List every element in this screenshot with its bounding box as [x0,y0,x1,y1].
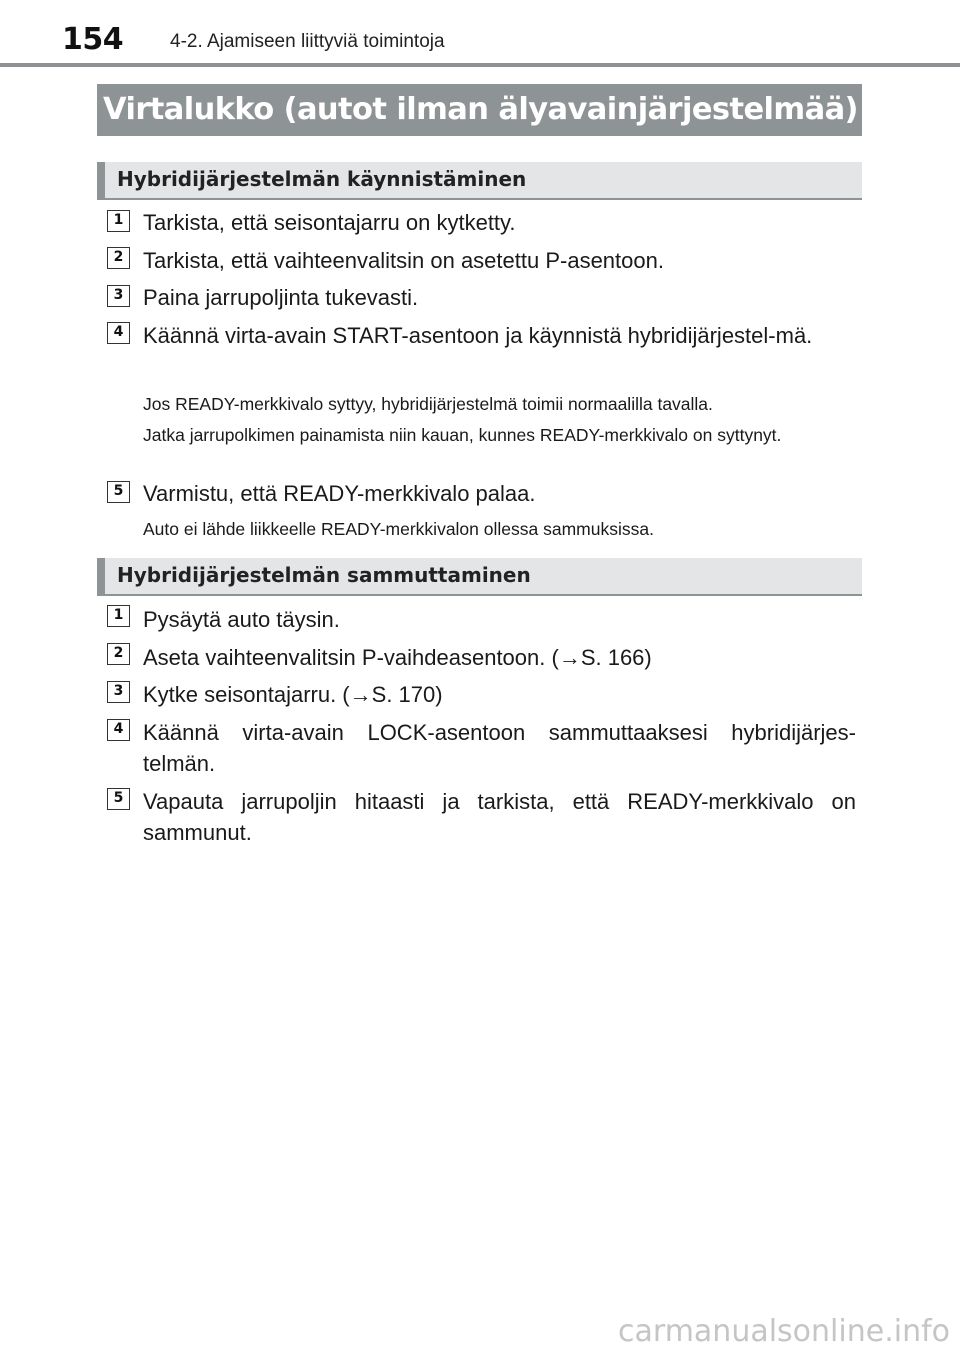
step-number-badge: 4 [107,322,130,344]
step-number-badge: 4 [107,719,130,741]
page-title: Virtalukko (autot ilman älyavainjärjestelmää) [97,84,862,136]
step-text: Tarkista, että seisontajarru on kytketty. [143,210,516,235]
section-title-starting: Hybridijärjestelmän käynnistäminen [97,162,862,200]
step-number-badge: 1 [107,605,130,627]
step-note: Jos READY-merkkivalo syttyy, hybridijärjestelmä toimii normaalilla tavalla. [143,394,713,414]
site-watermark: carmanualsonline.info [618,1314,950,1349]
step-number-badge: 1 [107,210,130,232]
step-text: Käännä virta-avain LOCK-asentoon sammuttaaksesi hybridijärjes-telmän. [143,720,856,776]
step-number-badge: 2 [107,247,130,269]
page-reference-link[interactable]: →S. 166) [558,645,652,670]
header-rule [0,63,960,67]
step-text: Käännä virta-avain START-asentoon ja käynnistä hybridijärjestel-mä. [143,323,813,348]
step-text: Aseta vaihteenvalitsin P-vaihdeasentoon. ( [143,645,559,670]
step-text: Paina jarrupoljinta tukevasti. [143,285,419,310]
step-note: Auto ei lähde liikkeelle READY-merkkivalon ollessa sammuksissa. [143,519,654,539]
step-number-badge: 3 [107,285,130,307]
page-reference-link[interactable]: →S. 170) [349,682,443,707]
section-title-stopping: Hybridijärjestelmän sammuttaminen [97,558,862,596]
running-header: 4-2. Ajamiseen liittyviä toimintoja [170,31,445,52]
step-text-with-ref [143,679,856,710]
step-text: Pysäytä auto täysin. [143,607,340,632]
step-note: Jatka jarrupolkimen painamista niin kauan, kunnes READY-merkkivalo on syttynyt. [143,425,782,445]
step-number-badge: 3 [107,681,130,703]
step-text: Tarkista, että vaihteenvalitsin on asetettu P-asentoon. [143,248,664,273]
page-number: 154 [62,22,124,57]
step-number-badge: 2 [107,643,130,665]
step-number-badge: 5 [107,481,130,503]
step-text: Vapauta jarrupoljin hitaasti ja tarkista, että READY-merkkivalo on sammunut. [143,789,856,845]
step-text-with-ref [143,642,856,673]
step-number-badge: 5 [107,788,130,810]
step-text: Varmistu, että READY-merkkivalo palaa. [143,481,536,506]
step-text: Kytke seisontajarru. ( [143,682,350,707]
